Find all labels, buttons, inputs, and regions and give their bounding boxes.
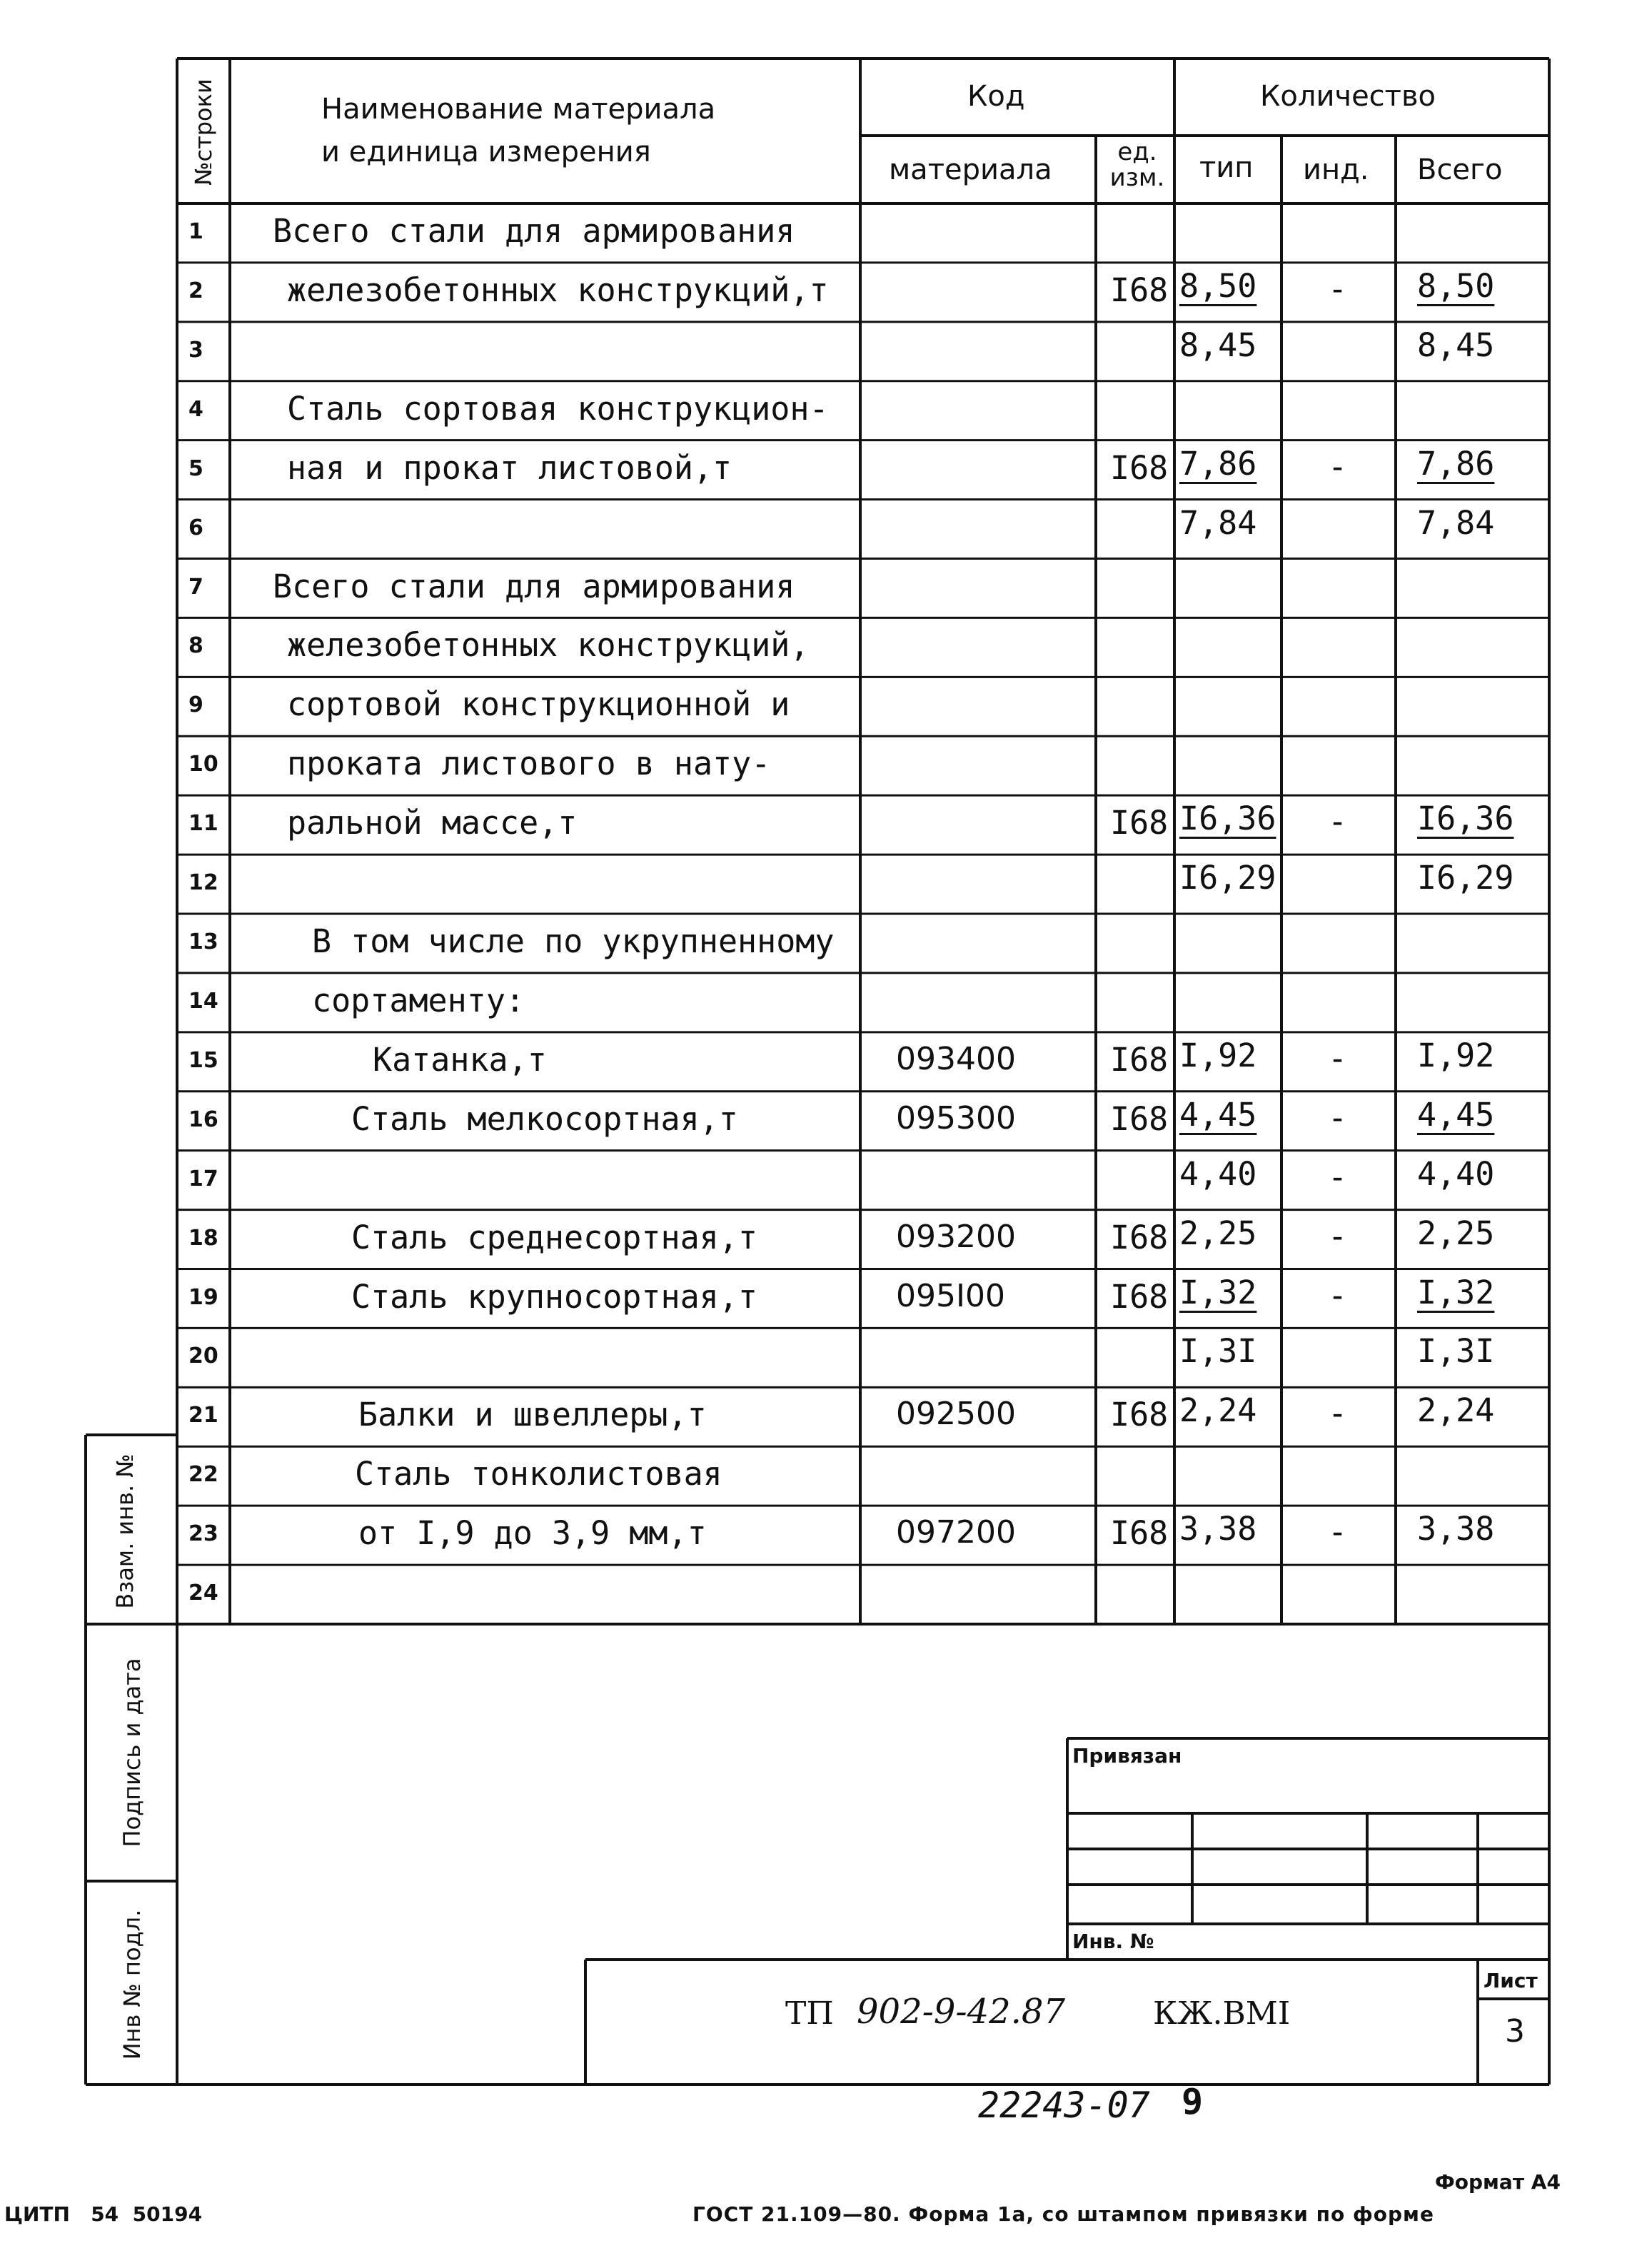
row-number: 5 [188,455,203,481]
privyazan-label: Привязан [1072,1744,1182,1768]
row-name: Сталь сортовая конструкцион- [287,389,829,428]
ind-header: инд. [1303,153,1369,186]
row-code: 093200 [896,1218,1016,1255]
row-number: 19 [188,1284,218,1310]
row-typ: 4,40 [1179,1154,1257,1193]
typ-header: тип [1199,151,1254,184]
row-number-header: №строки [190,79,217,186]
row-ind: - [1328,1216,1348,1255]
row-total: I6,36 [1417,800,1514,838]
row-ind: - [1328,1039,1348,1077]
row-ind: - [1328,802,1348,841]
row-ind: - [1328,1098,1348,1136]
row-name: Балки и швеллеры,т [358,1396,707,1434]
row-unit: I68 [1110,271,1169,309]
row-number: 20 [188,1344,218,1369]
row-unit: I68 [1110,1099,1169,1138]
row-typ: 2,25 [1179,1214,1257,1252]
row-name: сортаменту: [312,981,525,1019]
row-number: 8 [188,633,203,659]
row-total: 8,50 [1417,266,1495,305]
row-unit: I68 [1110,1277,1169,1316]
row-name: В том числе по укрупненному [312,922,835,960]
row-unit: I68 [1110,804,1169,842]
row-number: 7 [188,574,203,600]
row-name: проката листового в нату- [287,745,771,783]
row-total: 3,38 [1417,1510,1495,1548]
row-name: железобетонных конструкций,т [287,271,829,309]
row-code: 097200 [896,1514,1016,1551]
unit-header: ед. изм. [1109,138,1165,192]
row-unit: I68 [1110,448,1169,487]
row-number: 23 [188,1521,218,1547]
row-unit: I68 [1110,1218,1169,1256]
row-total: I,32 [1417,1273,1495,1311]
sheet-label: Лист [1484,1969,1538,1992]
archive-number: 22243-07 [978,2085,1150,2126]
row-total: I,92 [1417,1036,1495,1074]
name-header-line1: Наименование материала [321,93,716,126]
archive-page: 9 [1182,2081,1204,2122]
footer-gost: ГОСТ 21.109—80. Форма 1а, со штампом привязки по форме [692,2202,1434,2226]
vzam-inv-label: Взам. инв. № [111,1453,138,1609]
inv-podl-label: Инв № подл. [119,1909,146,2060]
row-code: 095300 [896,1099,1016,1136]
row-name: сортовой конструкционной и [287,685,790,724]
footer-left: ЦИТП 54 50194 [4,2202,203,2226]
row-ind: - [1328,447,1348,485]
row-typ: I,3I [1179,1332,1257,1371]
row-typ: 3,38 [1179,1510,1257,1548]
code-header: Код [967,80,1025,113]
row-number: 14 [188,988,218,1014]
doc-mark: КЖ.ВМI [1153,1995,1291,2032]
row-typ: 8,50 [1179,266,1257,305]
row-ind: - [1328,1157,1348,1196]
row-total: I,3I [1417,1332,1495,1371]
row-ind: - [1328,269,1348,308]
material-header: материала [889,153,1052,186]
row-total: 2,24 [1417,1391,1495,1430]
row-name: Сталь тонколистовая [355,1455,722,1493]
row-number: 24 [188,1581,218,1606]
row-name: ральной массе,т [287,804,578,842]
row-typ: I,32 [1179,1273,1257,1311]
row-name: Катанка,т [373,1040,547,1079]
format-label: Формат А4 [1435,2170,1561,2194]
doc-number: 902-9-42.87 [857,1992,1066,2032]
row-number: 15 [188,1047,218,1073]
row-name: Сталь крупносортная,т [351,1277,757,1316]
row-typ: 4,45 [1179,1095,1257,1134]
row-total: 8,45 [1417,326,1495,364]
row-number: 6 [188,515,203,540]
row-total: 4,45 [1417,1095,1495,1134]
row-number: 17 [188,1166,218,1191]
row-number: 21 [188,1403,218,1428]
row-number: 2 [188,278,203,303]
row-number: 18 [188,1225,218,1251]
row-number: 1 [188,219,203,244]
row-number: 11 [188,811,218,837]
row-name: от I,9 до 3,9 мм,т [358,1514,707,1553]
row-unit: I68 [1110,1040,1169,1079]
row-total: 7,84 [1417,503,1495,542]
row-name: Сталь мелкосортная,т [351,1099,738,1138]
row-number: 4 [188,396,203,422]
row-name: железобетонных конструкций, [287,626,810,665]
row-typ: 7,84 [1179,503,1257,542]
row-unit: I68 [1110,1514,1169,1553]
inv-number-label: Инв. № [1072,1930,1154,1953]
row-typ: 7,86 [1179,444,1257,483]
row-number: 12 [188,870,218,896]
row-typ: 8,45 [1179,326,1257,364]
row-number: 10 [188,752,218,777]
row-total: 2,25 [1417,1214,1495,1252]
row-unit: I68 [1110,1396,1169,1434]
row-total: 4,40 [1417,1154,1495,1193]
row-typ: 2,24 [1179,1391,1257,1430]
row-typ: I,92 [1179,1036,1257,1074]
row-name: Всего стали для армирования [273,567,795,605]
row-code: 095I00 [896,1277,1005,1314]
name-header-line2: и единица измерения [321,136,651,168]
row-ind: - [1328,1276,1348,1314]
row-typ: I6,29 [1179,859,1276,897]
row-code: 093400 [896,1040,1016,1077]
row-number: 9 [188,692,203,718]
total-header: Всего [1417,153,1503,186]
row-typ: I6,36 [1179,800,1276,838]
sheet-number: 3 [1505,2013,1525,2050]
quantity-header: Количество [1260,80,1436,113]
row-number: 22 [188,1462,218,1488]
row-code: 092500 [896,1396,1016,1433]
row-name: Всего стали для армирования [273,212,795,250]
podpis-data-label: Подпись и дата [119,1658,146,1848]
row-number: 16 [188,1107,218,1132]
row-number: 3 [188,337,203,363]
row-number: 13 [188,929,218,954]
row-name: ная и прокат листовой,т [287,448,732,487]
doc-prefix: ТП [785,1995,834,2032]
row-name: Сталь среднесортная,т [351,1218,757,1256]
row-total: 7,86 [1417,444,1495,483]
row-ind: - [1328,1513,1348,1551]
row-total: I6,29 [1417,859,1514,897]
row-ind: - [1328,1394,1348,1433]
